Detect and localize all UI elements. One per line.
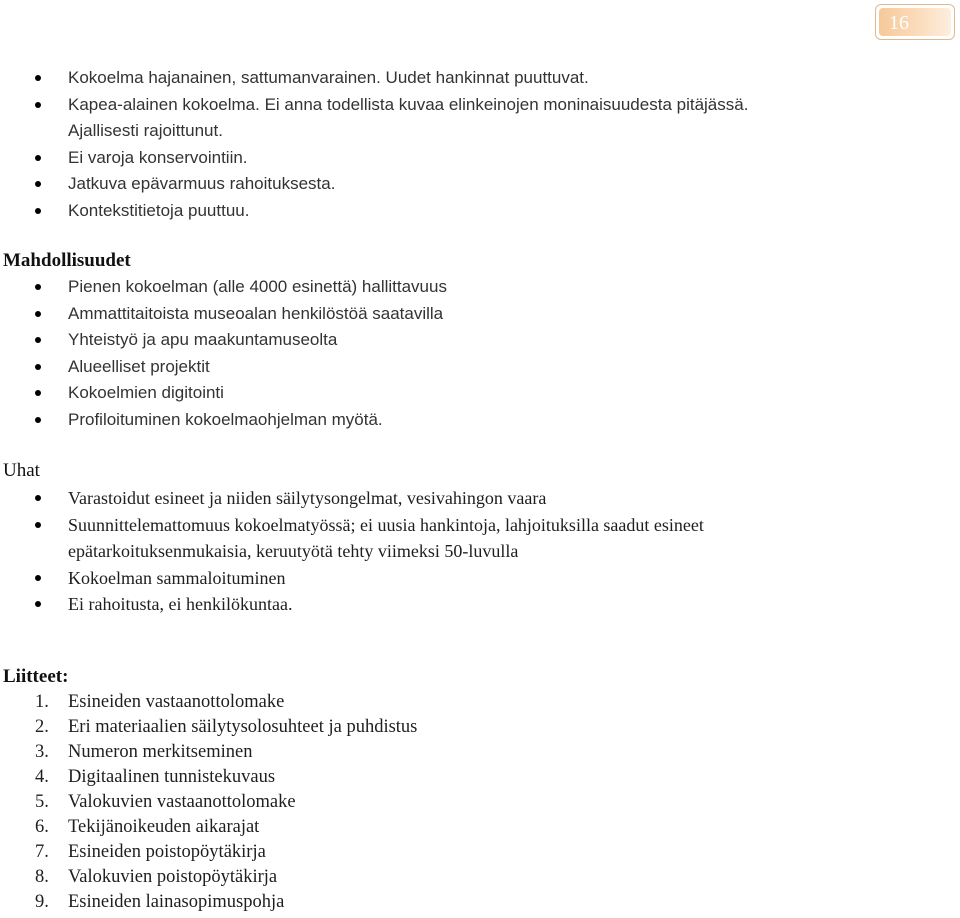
attachment-item [0,690,417,715]
page-number: 16 [879,8,951,36]
attachment-title: Tekijänoikeuden aikarajat [68,817,260,837]
opportunities-heading: Mahdollisuudet [3,250,131,271]
attachment-number: 7. [35,842,49,862]
attachment-number: 9. [35,892,49,912]
attachment-number: 2. [35,717,49,737]
list-item: Alueelliset projektit [0,354,447,381]
list-item: Suunnittelemattomuus kokoelmatyössä; ei uusia hankintoja, lahjoituksilla saadut esineet [0,512,704,539]
weaknesses-list [0,65,748,224]
attachment-number: 1. [35,692,49,712]
list-item: Ajallisesti rajoittunut. [68,121,223,140]
attachment-number: 5. [35,792,49,812]
attachment-number: 8. [35,867,49,887]
list-item: Ei rahoitusta, ei henkilökuntaa. [0,591,704,618]
attachment-title: Eri materiaalien säilytysolosuhteet ja puhdistus [68,717,418,737]
list-item: Kokoelman sammaloituminen [0,565,704,592]
opportunities-list [0,274,447,433]
attachment-item [0,765,417,790]
attachment-item [0,715,417,740]
attachments-list [0,690,417,915]
attachment-number: 3. [35,742,49,762]
attachment-title: Valokuvien vastaanottolomake [68,792,296,812]
attachment-item [0,815,417,840]
list-item: Pienen kokoelman (alle 4000 esinettä) hallittavuus [0,274,447,301]
list-item: Profiloituminen kokoelmaohjelman myötä. [0,407,447,434]
attachment-number: 4. [35,767,49,787]
attachments-heading: Liitteet: [3,666,69,687]
attachment-title: Esineiden lainasopimuspohja [68,892,285,912]
attachment-item [0,865,417,890]
list-item: epätarkoituksenmukaisia, keruutyötä tehty viimeksi 50-luvulla [68,541,519,561]
list-item: Kapea-alainen kokoelma. Ei anna todellista kuvaa elinkeinojen moninaisuudesta pitäjässä. [0,92,748,119]
attachment-title: Esineiden poistopöytäkirja [68,842,266,862]
attachment-title: Valokuvien poistopöytäkirja [68,867,278,887]
list-item: Yhteistyö ja apu maakuntamuseolta [0,327,447,354]
attachment-item [0,790,417,815]
list-item: Jatkuva epävarmuus rahoituksesta. [0,171,748,198]
attachment-number: 6. [35,817,49,837]
attachment-title: Digitaalinen tunnistekuvaus [68,767,276,787]
attachment-title: Numeron merkitseminen [68,742,253,762]
attachment-item [0,740,417,765]
list-item: Kokoelma hajanainen, sattumanvarainen. Uudet hankinnat puuttuvat. [0,65,748,92]
threats-heading: Uhat [3,460,40,481]
list-item: Ammattitaitoista museoalan henkilöstöä saatavilla [0,301,447,328]
page-number-badge [875,4,955,40]
attachment-title: Esineiden vastaanottolomake [68,692,285,712]
list-item: Kokoelmien digitointi [0,380,447,407]
threats-list [0,485,704,618]
attachment-item [0,890,417,915]
attachment-item [0,840,417,865]
list-item: Varastoidut esineet ja niiden säilytysongelmat, vesivahingon vaara [0,485,704,512]
list-item: Kontekstitietoja puuttuu. [0,198,748,225]
list-item: Ei varoja konservointiin. [0,145,748,172]
